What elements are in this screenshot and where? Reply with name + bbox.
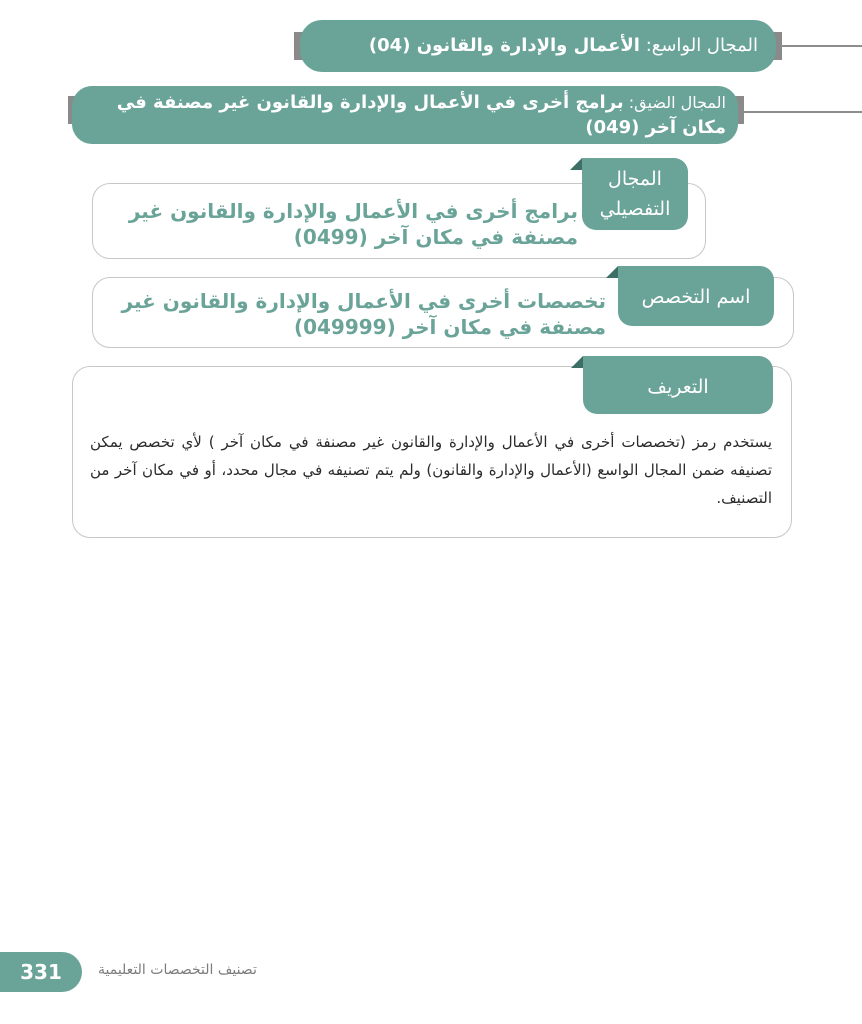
broad-connector-line	[780, 45, 862, 47]
narrow-field-label: المجال الضيق:	[628, 93, 726, 112]
narrow-field-value-line2: مكان آخر (049)	[585, 117, 726, 138]
detailed-field-value	[118, 198, 578, 250]
definition-tag-fold	[571, 356, 583, 368]
detailed-tag-line2: التفصيلي	[599, 198, 671, 220]
detailed-tag-fold	[570, 158, 582, 170]
specialization-tag-fold	[606, 266, 618, 278]
specialization-value	[106, 288, 606, 340]
narrow-field-value-line1: برامج أخرى في الأعمال والإدارة والقانون غير مصنفة في	[116, 92, 624, 113]
detailed-tag-line1: المجال	[608, 168, 662, 190]
detailed-value-line1: برامج أخرى في الأعمال والإدارة والقانون غير	[128, 199, 578, 223]
definition-tag: التعريف	[583, 356, 773, 414]
specialization-tag: اسم التخصص	[618, 266, 774, 326]
page-number: 331	[0, 952, 82, 992]
broad-field-value: الأعمال والإدارة والقانون (04)	[368, 35, 640, 56]
broad-field-label: المجال الواسع:	[645, 35, 758, 56]
detailed-value-line2: مصنفة في مكان آخر (0499)	[293, 225, 578, 249]
specialization-value-line2: مصنفة في مكان آخر (049999)	[293, 315, 606, 339]
detailed-field-tag	[582, 158, 688, 230]
definition-text: يستخدم رمز (تخصصات أخرى في الأعمال والإدارة والقانون غير مصنفة في مكان آخر ) لأي تخصص يمكن تصنيفه ضمن المجال الواسع (الأعمال والإدارة والقانون) ولم يتم تصنيفه في مجال محدد، أو في مكان آخر من التصنيف.	[90, 433, 772, 507]
broad-field-banner	[300, 20, 776, 72]
specialization-value-line1: تخصصات أخرى في الأعمال والإدارة والقانون غير	[121, 289, 606, 313]
narrow-field-banner	[72, 86, 738, 144]
book-title: تصنيف التخصصات التعليمية	[98, 962, 257, 978]
narrow-connector-line	[742, 111, 862, 113]
